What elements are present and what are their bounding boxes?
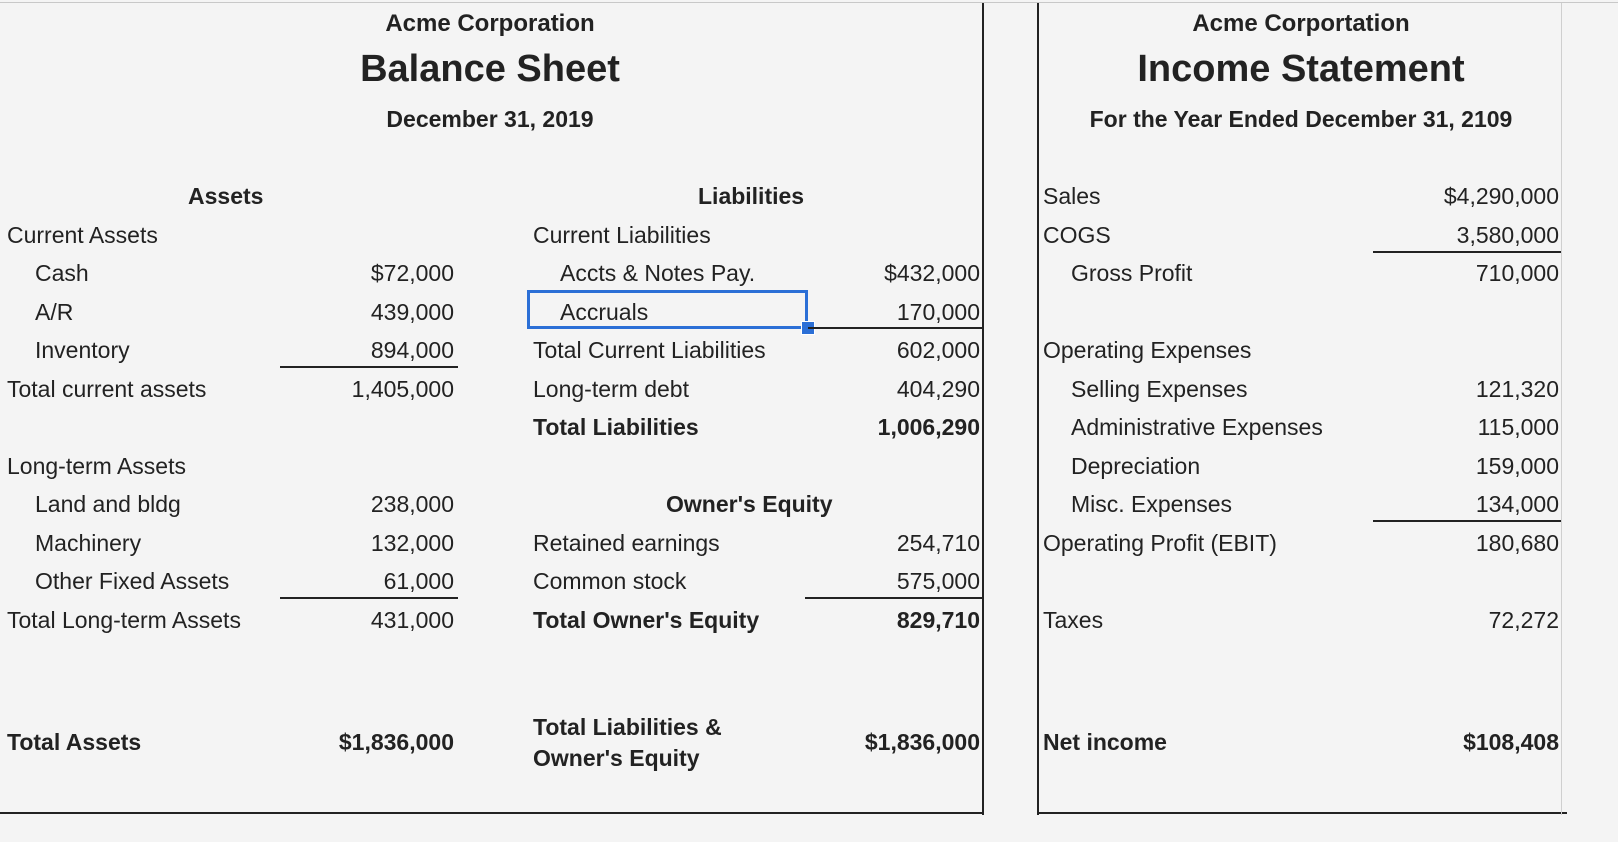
accruals-underline [808,327,984,329]
cell-selection-box[interactable] [527,290,808,329]
cogs-value[interactable]: 3,580,000 [1456,222,1559,248]
is-company-name[interactable]: Acme Corportation [1192,10,1410,37]
machinery-value[interactable]: 132,000 [370,530,454,556]
depreciation-label[interactable]: Depreciation [1071,453,1201,479]
current-assets-label[interactable]: Current Assets [7,222,158,248]
total-longterm-assets-label[interactable]: Total Long-term Assets [7,607,241,633]
total-liabilities-value[interactable]: 1,006,290 [877,414,980,440]
bs-right-border [982,3,984,815]
total-current-liabilities-value[interactable]: 602,000 [896,337,980,363]
total-liabilities-label[interactable]: Total Liabilities [533,414,699,440]
common-stock-label[interactable]: Common stock [533,568,687,594]
ar-label[interactable]: A/R [35,299,74,325]
longterm-debt-label[interactable]: Long-term debt [533,376,689,402]
top-gridline [0,2,1618,3]
admin-label[interactable]: Administrative Expenses [1071,414,1323,440]
total-longterm-assets-value[interactable]: 431,000 [370,607,454,633]
retained-earnings-value[interactable]: 254,710 [896,530,980,556]
admin-value[interactable]: 115,000 [1477,414,1559,440]
accts-notes-label[interactable]: Accts & Notes Pay. [560,260,756,286]
is-title[interactable]: Income Statement [1137,48,1465,90]
total-equity-value[interactable]: 829,710 [896,607,980,633]
bs-date[interactable]: December 31, 2019 [386,106,594,132]
longterm-assets-label[interactable]: Long-term Assets [7,453,186,479]
inventory-value[interactable]: 894,000 [370,337,454,363]
total-equity-label[interactable]: Total Owner's Equity [533,607,760,633]
total-liab-equity-label-line1[interactable]: Total Liabilities & [533,714,722,740]
land-value[interactable]: 238,000 [370,491,454,517]
machinery-label[interactable]: Machinery [35,530,142,556]
cash-label[interactable]: Cash [35,260,89,286]
gross-profit-label[interactable]: Gross Profit [1071,260,1193,286]
accruals-label[interactable]: Accruals [560,299,649,325]
accts-notes-value[interactable]: $432,000 [884,260,980,286]
bs-title[interactable]: Balance Sheet [360,48,620,90]
other-fixed-label[interactable]: Other Fixed Assets [35,568,230,594]
common-stock-value[interactable]: 575,000 [896,568,980,594]
inventory-underline [280,366,458,368]
total-liab-equity-label-line2[interactable]: Owner's Equity [533,745,700,771]
is-left-border [1037,3,1039,815]
ebit-label[interactable]: Operating Profit (EBIT) [1043,530,1277,556]
selling-label[interactable]: Selling Expenses [1071,376,1248,402]
net-income-value[interactable]: $108,408 [1463,729,1559,755]
ebit-value[interactable]: 180,680 [1475,530,1559,556]
retained-earnings-label[interactable]: Retained earnings [533,530,720,556]
total-assets-value[interactable]: $1,836,000 [338,729,454,755]
total-current-liabilities-label[interactable]: Total Current Liabilities [533,337,766,363]
assets-header[interactable]: Assets [188,183,264,209]
bs-bottom-border [0,812,984,814]
misc-label[interactable]: Misc. Expenses [1071,491,1233,517]
sales-label[interactable]: Sales [1043,183,1101,209]
inventory-label[interactable]: Inventory [35,337,130,363]
bs-company-name[interactable]: Acme Corporation [385,10,595,37]
equity-header[interactable]: Owner's Equity [666,491,833,517]
is-bottom-border [1037,812,1567,814]
other-fixed-underline [280,597,458,599]
cogs-underline [1373,251,1561,253]
total-current-assets-label[interactable]: Total current assets [7,376,207,402]
is-right-gridline [1561,3,1562,815]
depreciation-value[interactable]: 159,000 [1475,453,1559,479]
liabilities-header[interactable]: Liabilities [698,183,805,209]
cash-value[interactable]: $72,000 [370,260,454,286]
misc-underline [1373,520,1561,522]
gross-profit-value[interactable]: 710,000 [1475,260,1559,286]
longterm-debt-value[interactable]: 404,290 [896,376,980,402]
common-stock-underline [805,597,984,599]
accruals-value[interactable]: 170,000 [896,299,980,325]
total-liab-equity-value[interactable]: $1,836,000 [864,729,980,755]
taxes-value[interactable]: 72,272 [1488,607,1559,633]
total-current-assets-value[interactable]: 1,405,000 [351,376,454,402]
current-liabilities-label[interactable]: Current Liabilities [533,222,711,248]
selling-value[interactable]: 121,320 [1475,376,1559,402]
taxes-label[interactable]: Taxes [1043,607,1104,633]
land-label[interactable]: Land and bldg [35,491,181,517]
net-income-label[interactable]: Net income [1043,729,1167,755]
operating-expenses-label[interactable]: Operating Expenses [1043,337,1252,363]
misc-value[interactable]: 134,000 [1475,491,1559,517]
is-period[interactable]: For the Year Ended December 31, 2109 [1089,106,1513,132]
total-assets-label[interactable]: Total Assets [7,729,142,755]
cogs-label[interactable]: COGS [1043,222,1111,248]
sales-value[interactable]: $4,290,000 [1443,183,1559,209]
other-fixed-value[interactable]: 61,000 [383,568,454,594]
ar-value[interactable]: 439,000 [370,299,454,325]
